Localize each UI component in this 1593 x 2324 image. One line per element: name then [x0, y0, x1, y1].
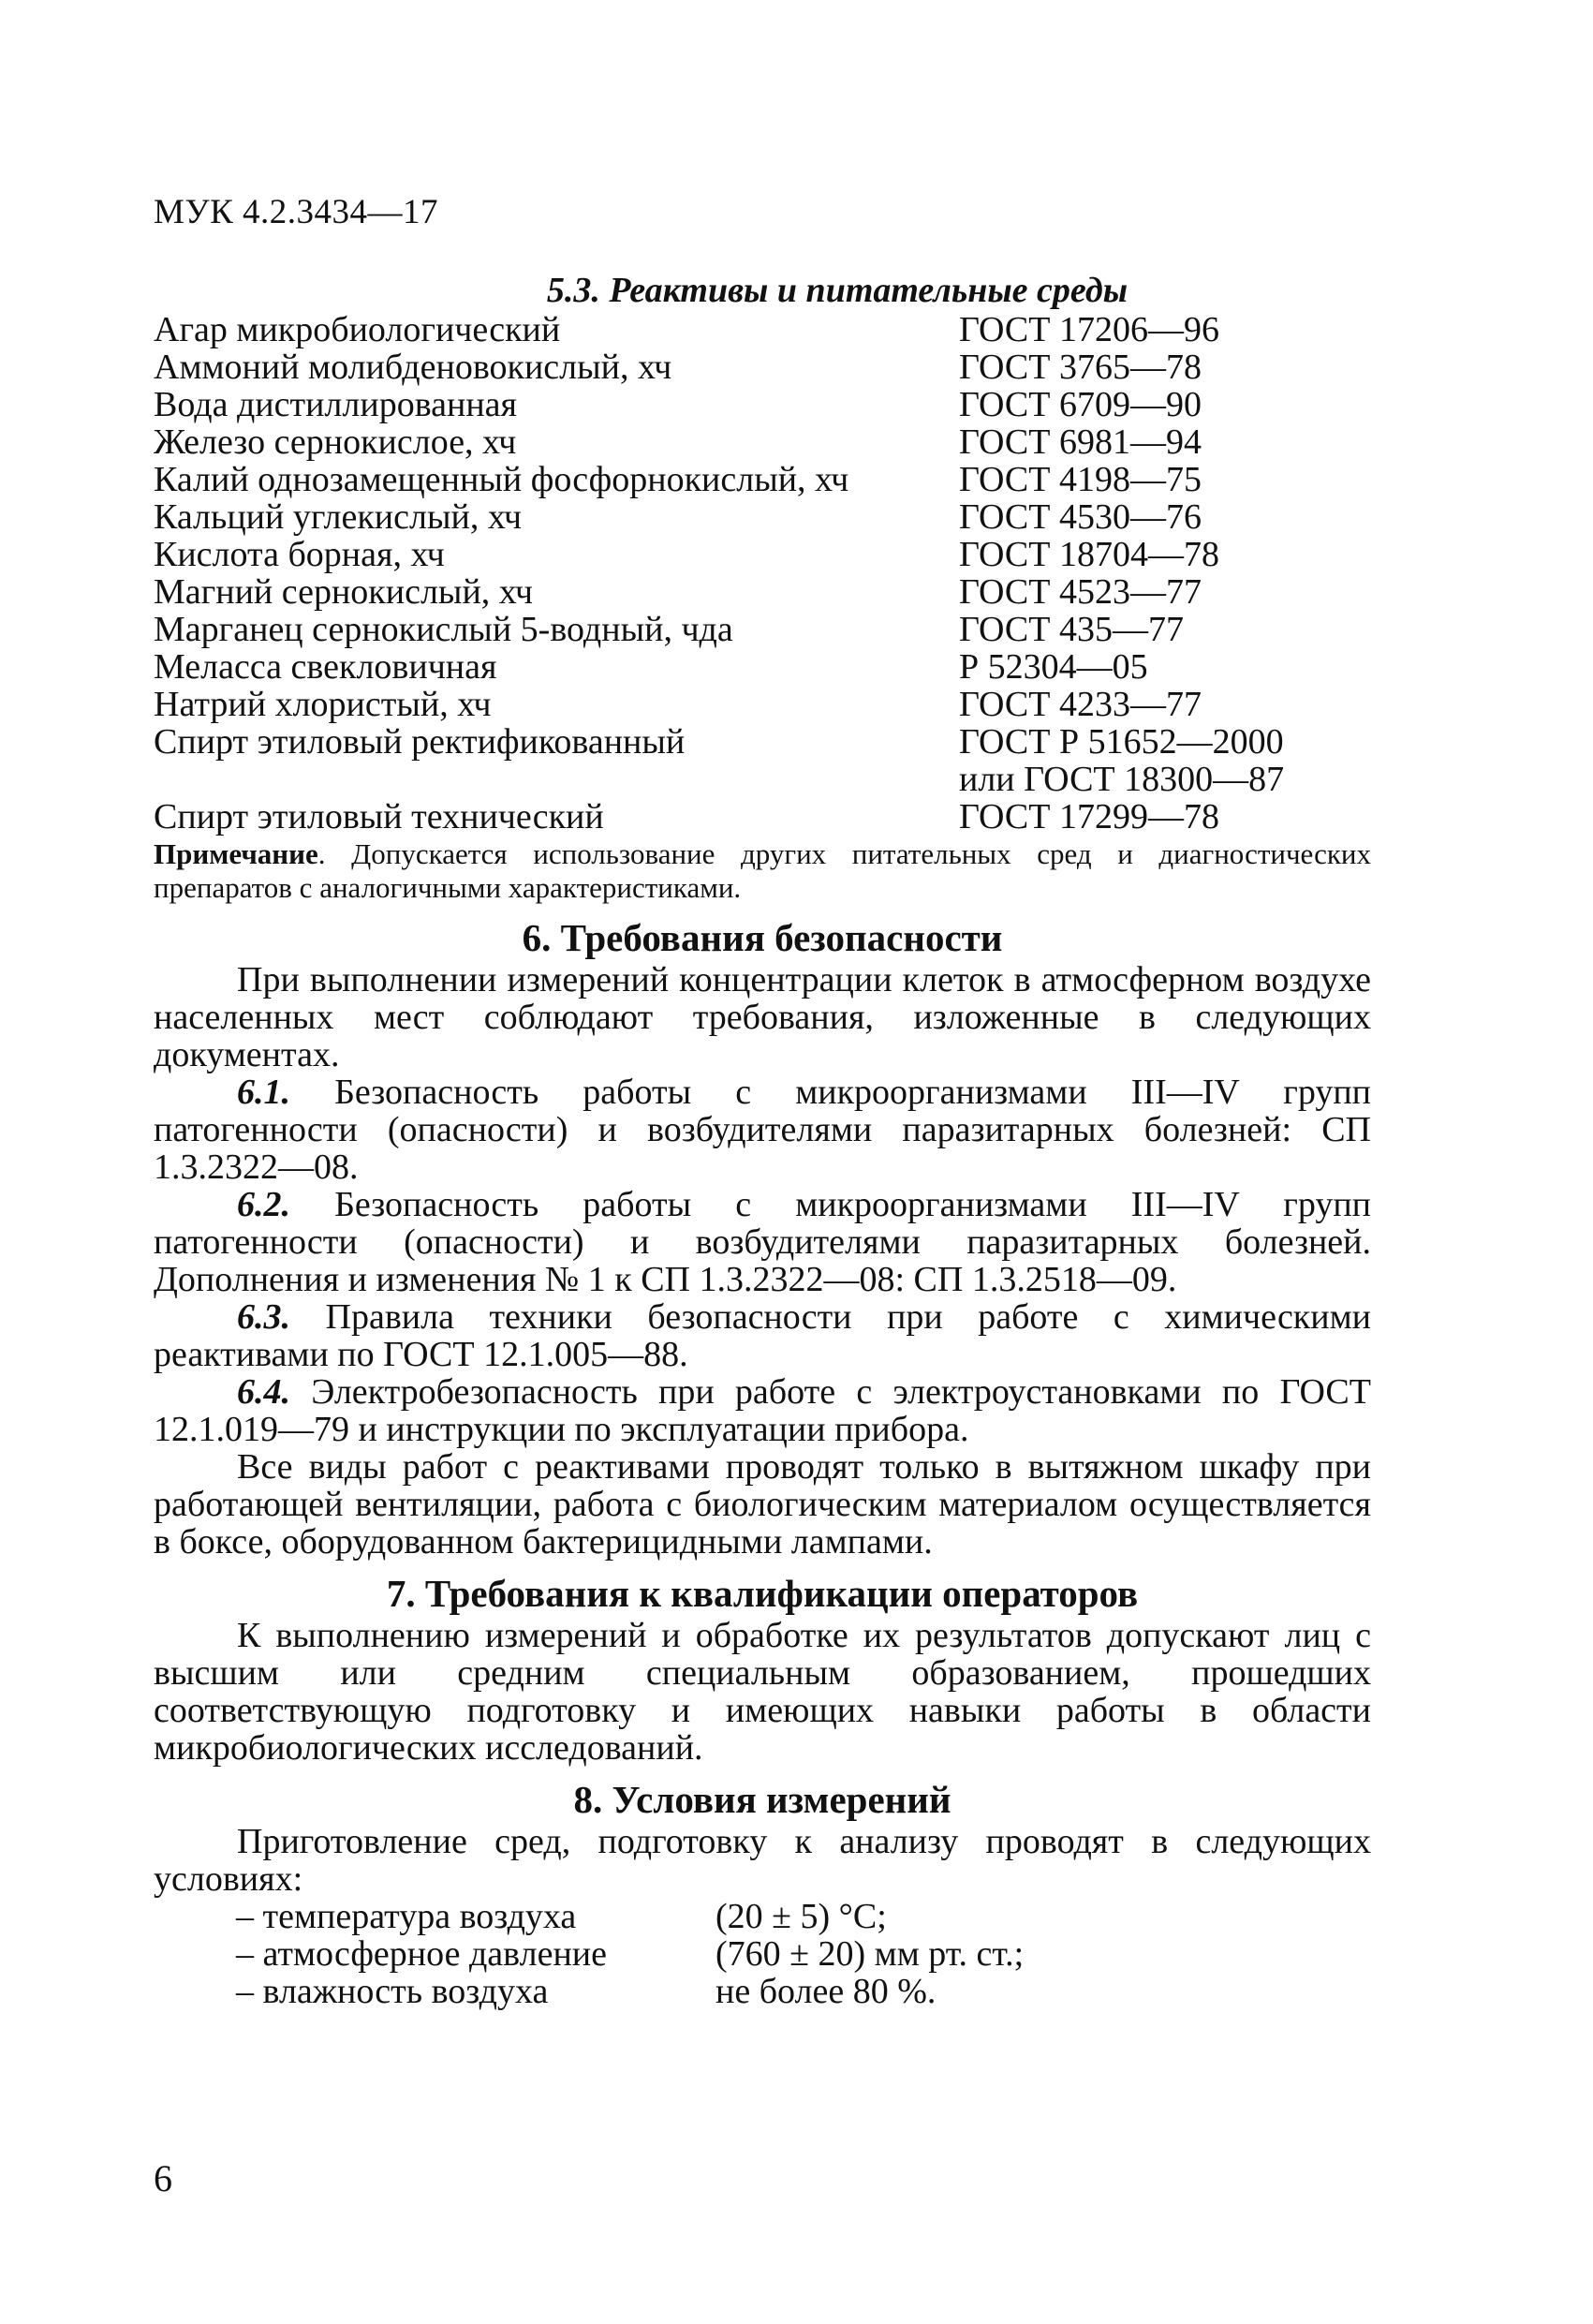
standard-reference: ГОСТ Р 51652—2000: [959, 722, 1284, 762]
standard-reference: ГОСТ 17206—96: [959, 310, 1219, 349]
reagent-standard: [959, 461, 1202, 498]
reagent-row: [154, 611, 1371, 648]
standard-reference: ГОСТ 435—77: [959, 610, 1184, 649]
condition-label: – влажность воздуха: [236, 1972, 549, 2011]
reagent-name: Магний сернокислый, хч: [154, 572, 533, 612]
standard-reference: ГОСТ 6709—90: [959, 385, 1202, 424]
condition-row: [154, 1973, 1371, 2010]
reagent-standard: [959, 573, 1202, 611]
reagent-name: Спирт этиловый ректификованный: [154, 722, 686, 762]
reagent-standard: [959, 348, 1202, 386]
reagent-standard: [959, 686, 1202, 723]
safety-item: [154, 1373, 1371, 1448]
condition-row: [154, 1898, 1371, 1935]
reagents-list: [154, 311, 1371, 836]
safety-item: [154, 1073, 1371, 1186]
page-number: 6: [154, 2157, 172, 2199]
reagent-name: Спирт этиловый технический: [154, 797, 604, 836]
reagent-name: Агар микробиологический: [154, 310, 561, 349]
reagent-name: Марганец сернокислый 5-водный, чда: [154, 610, 733, 649]
standard-reference: ГОСТ 17299—78: [959, 797, 1219, 836]
reagent-name: Калий однозамещенный фосфорнокислый, хч: [154, 460, 849, 499]
standard-reference: ГОСТ 4523—77: [959, 572, 1202, 612]
safety-item: [154, 1186, 1371, 1298]
reagent-row: [154, 311, 1371, 348]
standard-reference: или ГОСТ 18300—87: [959, 760, 1285, 799]
safety-item-text: Электробезопасность при работе с электроустановками по ГОСТ 12.1.019—79 и инструкции по эксплуатации прибора.: [154, 1372, 1371, 1449]
safety-intro-paragraph: При выполнении измерений концентрации клеток в атмосферном воздухе населенных мест соблюдают требования, изложенные в следующих документах.: [154, 960, 1371, 1074]
condition-value: не более 80 %.: [715, 1972, 937, 2011]
reagent-name: Железо сернокислое, хч: [154, 422, 517, 462]
reagent-row: [154, 573, 1371, 611]
reagent-name: Аммоний молибденовокислый, хч: [154, 348, 672, 387]
safety-item-text: Безопасность работы с микроорганизмами III—IV групп патогенности (опасности) и возбудителями паразитарных болезней. Дополнения и изменения № 1 к СП 1.3.2322—08: СП 1.3.2518—09.: [154, 1185, 1371, 1299]
condition-row: [154, 1935, 1371, 1973]
condition-label: – температура воздуха: [236, 1897, 577, 1936]
safety-item-number: 6.2.: [237, 1185, 290, 1224]
reagent-name: Кальций углекислый, хч: [154, 497, 523, 537]
section-heading-conditions: 8. Условия измерений: [573, 1778, 951, 1821]
reagent-standard: [959, 611, 1184, 648]
condition-label: – атмосферное давление: [236, 1934, 607, 1974]
reagent-row: [154, 686, 1371, 723]
standard-reference: Р 52304—05: [959, 647, 1148, 687]
standard-reference: ГОСТ 18704—78: [959, 535, 1219, 574]
reagent-row: [154, 723, 1371, 798]
condition-value: (760 ± 20) мм рт. ст.;: [715, 1934, 1025, 1974]
conditions-list: [154, 1898, 1371, 2010]
standard-reference: ГОСТ 4198—75: [959, 460, 1202, 499]
safety-item-number: 6.3.: [237, 1297, 290, 1337]
reagent-row: [154, 648, 1371, 686]
reagent-standard: [959, 311, 1219, 348]
reagent-row: [154, 536, 1371, 573]
reagent-standard: [959, 723, 1284, 798]
reagent-row: [154, 461, 1371, 498]
reagent-standard: [959, 498, 1202, 536]
condition-value: (20 ± 5) °С;: [715, 1897, 887, 1936]
reagent-standard: [959, 798, 1219, 836]
reagent-name: Меласса свекловичная: [154, 647, 497, 687]
reagent-name: Вода дистиллированная: [154, 385, 518, 424]
safety-item-text: Правила техники безопасности при работе с химическими реактивами по ГОСТ 12.1.005—88.: [154, 1297, 1371, 1374]
reagent-standard: [959, 536, 1219, 573]
reagent-standard: [959, 423, 1202, 461]
reagent-row: [154, 798, 1371, 836]
standard-reference: ГОСТ 6981—94: [959, 422, 1202, 462]
standard-reference: ГОСТ 4233—77: [959, 685, 1202, 724]
note-label: Примечание: [154, 837, 318, 870]
safety-item-text: Безопасность работы с микроорганизмами III—IV групп патогенности (опасности) и возбудителями паразитарных болезней: СП 1.3.2322—08.: [154, 1073, 1371, 1187]
reagent-standard: [959, 648, 1148, 686]
reagent-row: [154, 348, 1371, 386]
section-heading-safety: 6. Требования безопасности: [522, 916, 1003, 959]
conditions-intro-paragraph: Приготовление сред, подготовку к анализу проводят в следующих условиях:: [154, 1822, 1371, 1899]
reagent-name: Кислота борная, хч: [154, 535, 445, 574]
note-paragraph: [154, 837, 1371, 905]
safety-item-number: 6.1.: [237, 1073, 290, 1112]
safety-closing-paragraph: Все виды работ с реактивами проводят только в вытяжном шкафу при работающей вентиляции, работа с биологическим материалом осуществляется в боксе, оборудованном бактерицидными лампами.: [154, 1447, 1371, 1562]
reagent-row: [154, 498, 1371, 536]
note-text: . Допускается использование других питательных сред и диагностических препаратов с аналогичными характеристиками.: [154, 837, 1371, 904]
reagent-standard: [959, 386, 1202, 423]
subsection-heading-reagents: 5.3. Реактивы и питательные среды: [546, 271, 1128, 310]
safety-item: [154, 1298, 1371, 1373]
page-content: [154, 272, 1371, 2010]
reagent-name: Натрий хлористый, хч: [154, 685, 492, 724]
safety-item-number: 6.4.: [237, 1372, 290, 1412]
standard-reference: ГОСТ 3765—78: [959, 348, 1202, 387]
reagent-row: [154, 386, 1371, 423]
safety-items-list: [154, 1073, 1371, 1448]
reagent-row: [154, 423, 1371, 461]
qualification-paragraph: К выполнению измерений и обработке их результатов допускают лиц с высшим или средним специальным образованием, прошедших соответствующую подготовку и имеющих навыки работы в области микробиологических исследований.: [154, 1616, 1371, 1768]
standard-reference: ГОСТ 4530—76: [959, 497, 1202, 537]
section-heading-qualification: 7. Требования к квалификации операторов: [386, 1572, 1139, 1615]
document-code-header: МУК 4.2.3434—17: [154, 193, 439, 231]
